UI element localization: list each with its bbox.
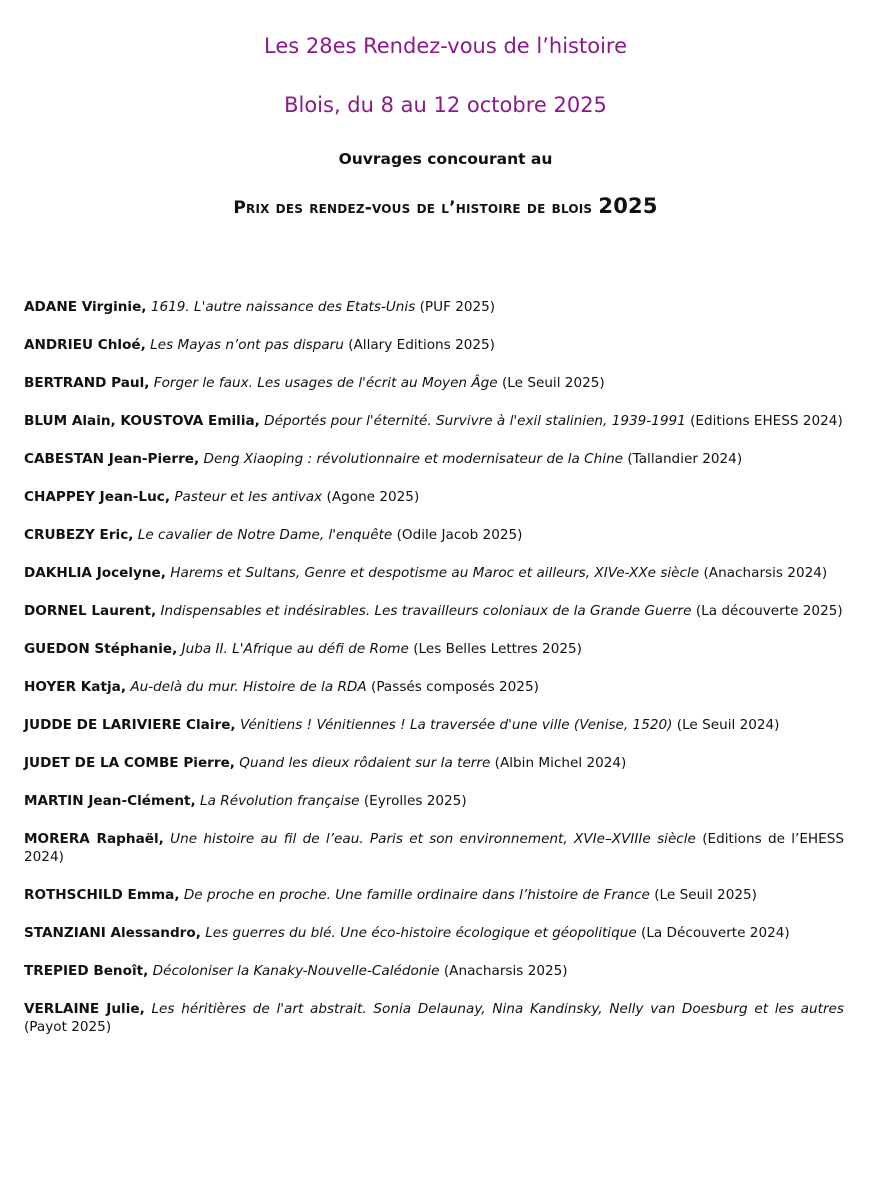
book-author: CHAPPEY Jean-Luc, [24, 489, 170, 505]
book-author: DORNEL Laurent, [24, 603, 157, 619]
book-author: ROTHSCHILD Emma, [24, 887, 180, 903]
book-title: Les guerres du blé. Une éco-histoire écologique et géopolitique [205, 925, 637, 941]
list-subtitle: Ouvrages concourant au [338, 150, 553, 168]
book-publisher: (Le Seuil 2025) [654, 887, 757, 903]
book-entry [24, 640, 844, 658]
book-entry [24, 374, 844, 392]
book-publisher: (PUF 2025) [419, 299, 496, 315]
book-entry [24, 962, 844, 980]
book-title: Quand les dieux rôdaient sur la terre [239, 755, 491, 771]
book-title: De proche en proche. Une famille ordinaire dans l’histoire de France [183, 887, 650, 903]
book-publisher: (Anacharsis 2024) [703, 565, 828, 581]
book-author: VERLAINE Julie, [24, 1001, 145, 1017]
prize-name: Prix des rendez-vous de l’histoire de blois [233, 198, 593, 218]
book-publisher: (Allary Editions 2025) [348, 337, 495, 353]
book-entry [24, 830, 844, 866]
book-entry [24, 678, 844, 696]
book-list [24, 298, 844, 1056]
book-publisher: (La découverte 2025) [695, 603, 843, 619]
book-title: Le cavalier de Notre Dame, l'enquête [137, 527, 393, 543]
book-entry [24, 602, 844, 620]
book-author: CRUBEZY Eric, [24, 527, 134, 543]
book-publisher: (Editions de l’EHESS 2024) [24, 831, 845, 865]
book-entry [24, 526, 844, 544]
book-title: Une histoire au fil de l’eau. Paris et son environnement, XVIe–XVIIIe siècle [170, 831, 696, 847]
book-author: STANZIANI Alessandro, [24, 925, 201, 941]
prize-title [0, 194, 891, 218]
book-publisher: (Agone 2025) [326, 489, 420, 505]
book-author: JUDET DE LA COMBE Pierre, [24, 755, 235, 771]
book-title: Au-delà du mur. Histoire de la RDA [130, 679, 367, 695]
book-title: Déportés pour l'éternité. Survivre à l'exil stalinien, 1939-1991 [264, 413, 686, 429]
book-title: 1619. L'autre naissance des Etats-Unis [150, 299, 416, 315]
book-publisher: (Les Belles Lettres 2025) [413, 641, 582, 657]
book-entry [24, 564, 844, 582]
book-author: MORERA Raphaël, [24, 831, 164, 847]
book-title: Vénitiens ! Vénitiennes ! La traversée d'une ville (Venise, 1520) [239, 717, 673, 733]
book-publisher: (Le Seuil 2025) [502, 375, 605, 391]
book-entry [24, 886, 844, 904]
book-publisher: (Anacharsis 2025) [443, 963, 568, 979]
book-publisher: (Le Seuil 2024) [676, 717, 780, 733]
book-entry [24, 754, 844, 772]
book-title: Pasteur et les antivax [174, 489, 323, 505]
event-title: Les 28es Rendez-vous de l’histoire [263, 34, 628, 58]
book-title: Les héritières de l'art abstrait. Sonia Delaunay, Nina Kandinsky, Nelly van Doesburg et les autres [151, 1001, 844, 1017]
book-author: BLUM Alain, KOUSTOVA Emilia, [24, 413, 260, 429]
book-author: ANDRIEU Chloé, [24, 337, 146, 353]
book-title: La Révolution française [200, 793, 360, 809]
book-title: Décoloniser la Kanaky-Nouvelle-Calédonie [152, 963, 440, 979]
book-publisher: (Odile Jacob 2025) [396, 527, 523, 543]
book-title: Juba II. L'Afrique au défi de Rome [181, 641, 409, 657]
book-author: MARTIN Jean-Clément, [24, 793, 196, 809]
book-publisher: (Payot 2025) [24, 1019, 112, 1035]
book-entry [24, 336, 844, 354]
book-entry [24, 716, 844, 734]
book-author: GUEDON Stéphanie, [24, 641, 178, 657]
book-title: Indispensables et indésirables. Les travailleurs coloniaux de la Grande Guerre [160, 603, 692, 619]
book-author: ADANE Virginie, [24, 299, 147, 315]
book-publisher: (Editions EHESS 2024) [690, 413, 843, 429]
book-author: BERTRAND Paul, [24, 375, 150, 391]
prize-year: 2025 [598, 194, 658, 218]
book-publisher: (Eyrolles 2025) [363, 793, 467, 809]
book-entry [24, 450, 844, 468]
book-publisher: (Albin Michel 2024) [494, 755, 627, 771]
event-dates: Blois, du 8 au 12 octobre 2025 [284, 93, 607, 117]
book-author: JUDDE DE LARIVIERE Claire, [24, 717, 236, 733]
book-entry [24, 488, 844, 506]
book-entry [24, 792, 844, 810]
book-publisher: (La Découverte 2024) [641, 925, 790, 941]
book-title: Forger le faux. Les usages de l'écrit au Moyen Âge [153, 375, 498, 391]
book-entry [24, 298, 844, 316]
book-entry [24, 412, 844, 430]
book-author: TREPIED Benoît, [24, 963, 149, 979]
book-title: Harems et Sultans, Genre et despotisme au Maroc et ailleurs, XIVe-XXe siècle [170, 565, 700, 581]
book-publisher: (Tallandier 2024) [627, 451, 743, 467]
book-title: Deng Xiaoping : révolutionnaire et modernisateur de la Chine [203, 451, 624, 467]
book-entry [24, 1000, 844, 1036]
book-entry [24, 924, 844, 942]
book-publisher: (Passés composés 2025) [371, 679, 539, 695]
book-author: HOYER Katja, [24, 679, 126, 695]
book-author: CABESTAN Jean-Pierre, [24, 451, 200, 467]
book-title: Les Mayas n’ont pas disparu [150, 337, 344, 353]
book-author: DAKHLIA Jocelyne, [24, 565, 166, 581]
